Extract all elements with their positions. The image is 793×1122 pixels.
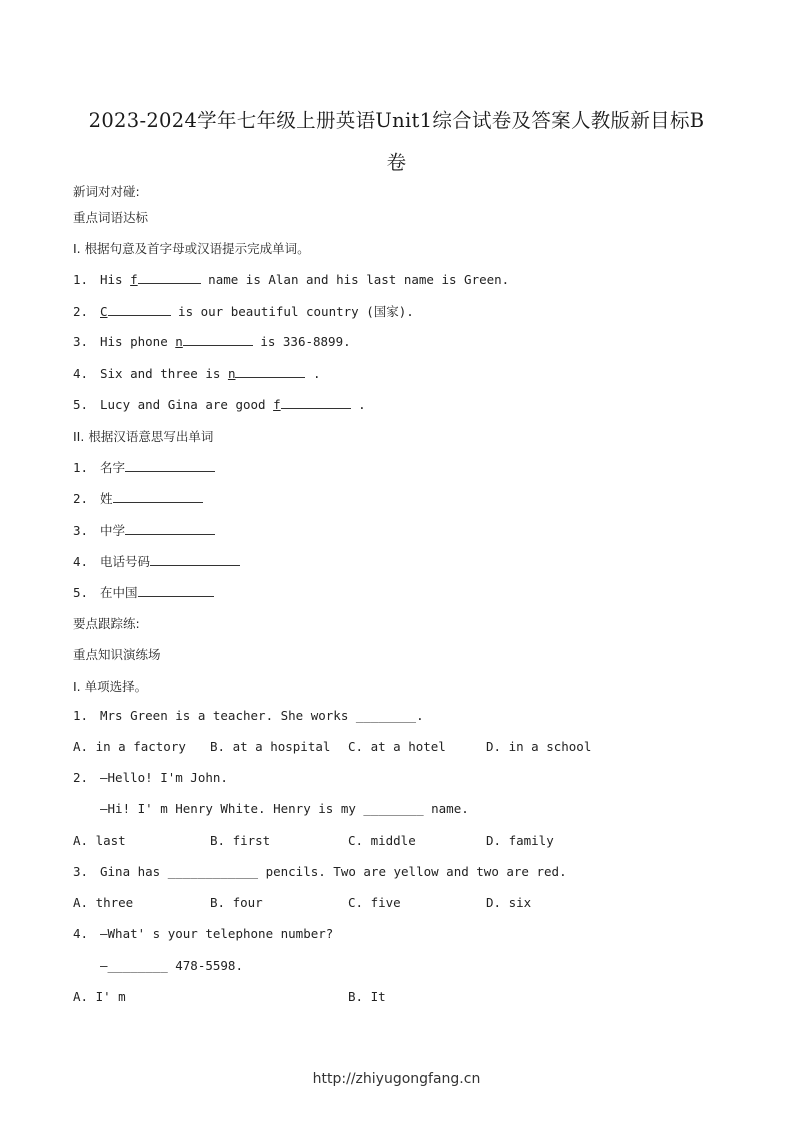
word-item-1: 1. 名字 <box>73 458 215 476</box>
answer-blank[interactable] <box>235 365 305 378</box>
answer-blank[interactable] <box>183 333 253 346</box>
part3-heading: I. 单项选择。 <box>73 679 148 694</box>
question-4: 4. —What' s your telephone number? <box>73 926 334 941</box>
option-c[interactable]: C. middle <box>348 833 416 848</box>
section-new-words: 新词对对碰: <box>73 184 140 199</box>
answer-blank[interactable] <box>113 490 203 503</box>
answer-blank[interactable] <box>138 584 214 597</box>
word-item-3: 3. 中学 <box>73 521 215 539</box>
question-1: 1. Mrs Green is a teacher. She works ________. <box>73 708 424 723</box>
option-b[interactable]: B. It <box>348 989 386 1004</box>
question-2-line-2: —Hi! I' m Henry White. Henry is my ________ name. <box>100 801 469 816</box>
fill-item-2: 2. C is our beautiful country (国家). <box>73 304 414 319</box>
word-item-4: 4. 电话号码 <box>73 552 240 570</box>
option-b[interactable]: B. at a hospital <box>210 739 331 754</box>
fill-item-1: 1. His f name is Alan and his last name is Green. <box>73 272 510 287</box>
title-line-2: 卷 <box>386 151 407 174</box>
question-4-line-2: —________ 478-5598. <box>100 958 243 973</box>
part2-heading: II. 根据汉语意思写出单词 <box>73 429 214 444</box>
section-key-vocab: 重点词语达标 <box>73 210 149 225</box>
option-a[interactable]: A. in a factory <box>73 739 186 754</box>
answer-blank[interactable] <box>150 553 240 566</box>
option-a[interactable]: A. I' m <box>73 989 126 1004</box>
option-c[interactable]: C. five <box>348 895 401 910</box>
answer-blank[interactable] <box>108 303 171 316</box>
part1-heading: I. 根据句意及首字母或汉语提示完成单词。 <box>73 241 310 256</box>
option-b[interactable]: B. first <box>210 833 271 848</box>
question-3: 3. Gina has ____________ pencils. Two are yellow and two are red. <box>73 864 567 879</box>
answer-blank[interactable] <box>125 459 215 472</box>
word-item-5: 5. 在中国 <box>73 583 214 601</box>
answer-blank[interactable] <box>138 271 201 284</box>
title-line-1: 2023-2024学年七年级上册英语Unit1综合试卷及答案人教版新目标B <box>88 109 705 132</box>
option-c[interactable]: C. at a hotel <box>348 739 446 754</box>
option-b[interactable]: B. four <box>210 895 263 910</box>
section-points: 要点跟踪练: <box>73 616 140 631</box>
section-practice: 重点知识演练场 <box>73 647 161 662</box>
fill-item-5: 5. Lucy and Gina are good f . <box>73 397 366 412</box>
question-2: 2. —Hello! I'm John. <box>73 770 228 785</box>
footer-url[interactable]: http://zhiyugongfang.cn <box>312 1071 481 1087</box>
option-d[interactable]: D. in a school <box>486 739 592 754</box>
answer-blank[interactable] <box>125 522 215 535</box>
option-a[interactable]: A. last <box>73 833 126 848</box>
option-d[interactable]: D. family <box>486 833 554 848</box>
fill-item-3: 3. His phone n is 336-8899. <box>73 334 351 349</box>
option-d[interactable]: D. six <box>486 895 532 910</box>
answer-blank[interactable] <box>281 396 351 409</box>
fill-item-4: 4. Six and three is n . <box>73 366 321 381</box>
word-item-2: 2. 姓 <box>73 489 203 507</box>
option-a[interactable]: A. three <box>73 895 134 910</box>
page-title <box>60 100 733 184</box>
